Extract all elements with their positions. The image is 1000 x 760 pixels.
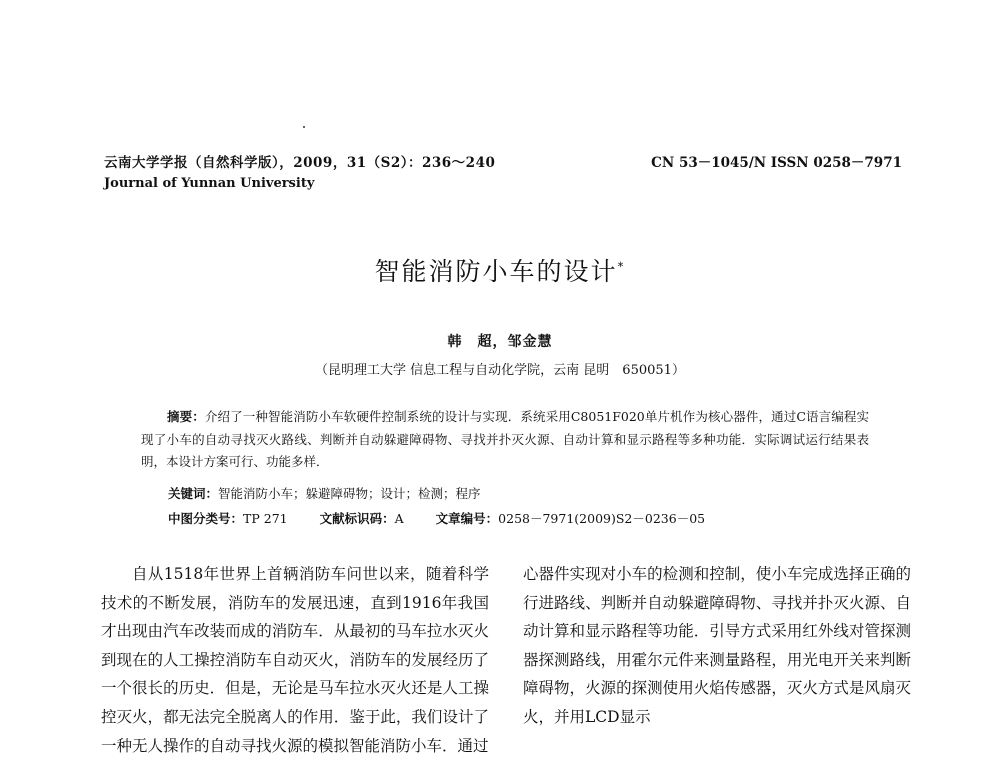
clc-label: 中图分类号： (168, 511, 244, 526)
affiliation: （昆明理工大学 信息工程与自动化学院，云南 昆明 650051） (315, 363, 685, 378)
speck (303, 126, 305, 128)
title-footnote-mark: * (617, 259, 626, 274)
issn-number: CN 53－1045/N ISSN 0258－7971 (651, 155, 902, 171)
clc-value: TP 271 (243, 511, 288, 526)
article-number-label: 文章编号： (435, 511, 499, 526)
body-left-column: 自从1518年世界上首辆消防车问世以来，随着科学技术的不断发展，消防车的发展迅速，直到1916年我国才出现由汽车改装而成的消防车．从最初的马车拉水灭火到现在的人工操控消防车自动灭火，消防车的发展经历了一个很长的历史．但是，无论是马车拉水灭火还是人工操控灭火，都无法完全脱离人的作用．鉴于此，我们设计了一种无人操作的自动寻找火源的模拟智能消防小车．通过 (101, 565, 489, 755)
keywords (168, 484, 481, 502)
body-right-column: 心器件实现对小车的检测和控制，使小车完成选择正确的行进路线、判断并自动躲避障碍物、寻找并扑灭火源、自动计算和显示路程等功能．引导方式采用红外线对管探测器探测路线，用霍尔元件来测量路程，用光电开关来判断障碍物，火源的探测使用火焰传感器，灭火方式是风扇灭火，并用LCD显示 (523, 565, 911, 726)
authors: 韩 超，邹金慧 (447, 334, 553, 350)
article-number-value: 0258－7971(2009)S2－0236－05 (498, 511, 706, 526)
abstract-label: 摘要： (167, 409, 205, 424)
abstract (141, 406, 869, 474)
classification-line (168, 509, 705, 527)
paper-title (0, 252, 1000, 288)
abstract-paragraph (141, 406, 869, 474)
doc-code-value: A (394, 511, 404, 526)
journal-name-en: Journal of Yunnan University (104, 176, 315, 191)
abstract-text: 介绍了一种智能消防小车软硬件控制系统的设计与实现．系统采用C8051F020单片机作为核心器件，通过C语言编程实现了小车的自动寻找灭火路线、判断并自动躲避障碍物、寻找并扑灭火源、自动计算和显示路程等多种功能．实际调试运行结果表明，本设计方案可行、功能多样． (141, 409, 869, 469)
doc-code-label: 文献标识码： (319, 511, 395, 526)
keywords-label: 关键词： (168, 486, 219, 501)
keywords-text: 智能消防小车；躲避障碍物；设计；检测；程序 (218, 486, 481, 501)
journal-citation: 云南大学学报（自然科学版），2009，31（S2）：236～240 (104, 155, 496, 171)
title-text: 智能消防小车的设计 (374, 257, 618, 286)
